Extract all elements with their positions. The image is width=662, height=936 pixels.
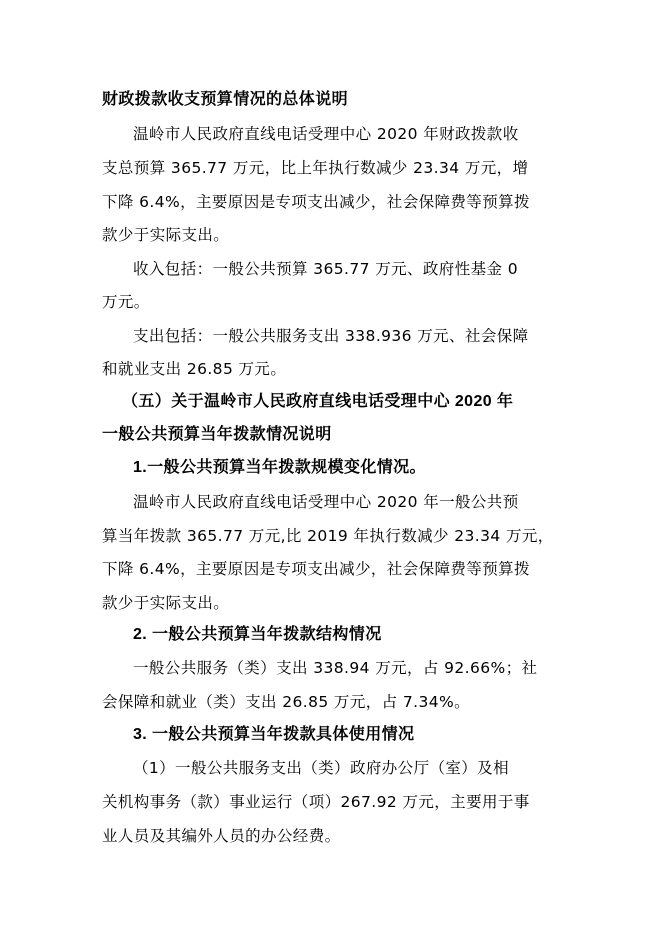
- paragraph-line: 温岭市人民政府直线电话受理中心 2020 年一般公共预: [133, 493, 519, 511]
- paragraph-line: 万元。: [102, 293, 150, 311]
- paragraph-line: 款少于实际支出。: [102, 226, 230, 244]
- paragraph-line: 业人员及其编外人员的办公经费。: [102, 827, 341, 845]
- subsection-title: 1.一般公共预算当年拨款规模变化情况。: [133, 459, 426, 476]
- paragraph-line: 关机构事务（款）事业运行（项）267.92 万元，主要用于事: [102, 793, 530, 811]
- paragraph-line: 温岭市人民政府直线电话受理中心 2020 年财政拨款收: [133, 125, 519, 143]
- paragraph-line: （1）一般公共服务支出（类）政府办公厅（室）及相: [133, 759, 509, 777]
- paragraph-line: 和就业支出 26.85 万元。: [102, 360, 287, 378]
- paragraph-line: 款少于实际支出。: [102, 594, 230, 612]
- paragraph-line: 一般公共服务（类）支出 338.94 万元，占 92.66%；社: [133, 659, 538, 677]
- subsection-title: 3. 一般公共预算当年拨款具体使用情况: [133, 726, 415, 743]
- section-heading: 一般公共预算当年拨款情况说明: [102, 426, 332, 443]
- paragraph-line: 算当年拨款 365.77 万元,比 2019 年执行数减少 23.34 万元，: [102, 527, 554, 545]
- paragraph-line: 支出包括：一般公共服务支出 338.936 万元、社会保障: [133, 327, 529, 345]
- section-title: 财政拨款收支预算情况的总体说明: [102, 91, 349, 108]
- paragraph-line: 支总预算 365.77 万元，比上年执行数减少 23.34 万元，增: [102, 159, 529, 177]
- paragraph-line: 下降 6.4%，主要原因是专项支出减少，社会保障费等预算拨: [102, 193, 530, 211]
- section-heading: （五）关于温岭市人民政府直线电话受理中心 2020 年: [122, 393, 514, 410]
- paragraph-line: 会保障和就业（类）支出 26.85 万元，占 7.34%。: [102, 693, 470, 711]
- subsection-title: 2. 一般公共预算当年拨款结构情况: [133, 626, 382, 643]
- paragraph-line: 下降 6.4%，主要原因是专项支出减少，社会保障费等预算拨: [102, 560, 530, 578]
- paragraph-line: 收入包括：一般公共预算 365.77 万元、政府性基金 0: [133, 260, 518, 278]
